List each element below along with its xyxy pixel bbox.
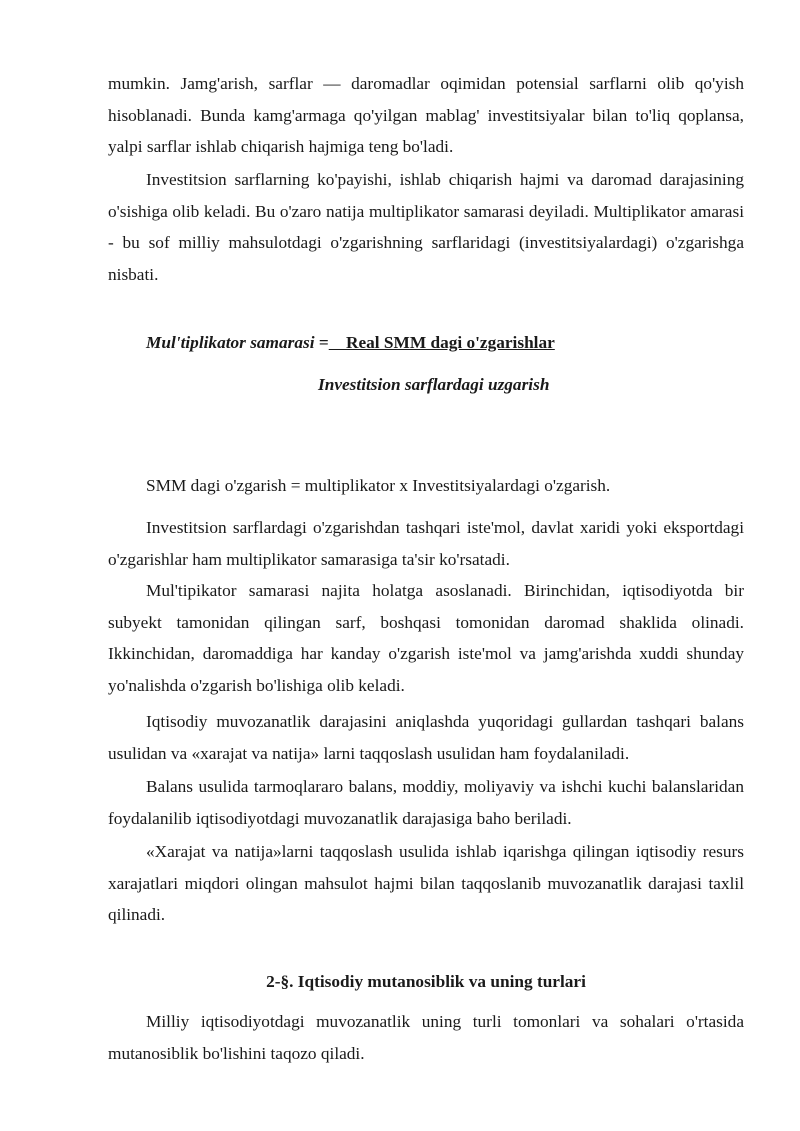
- formula-equals: =: [314, 333, 329, 352]
- paragraph-9: Milliy iqtisodiyotdagi muvozanatlik uning turli tomonlari va sohalari o'rtasida mutanosiblik bo'lishini taqozo qiladi.: [108, 1012, 744, 1063]
- paragraph-2: Investitsion sarflarning ko'payishi, ishlab chiqarish hajmi va daromad darajasining o'sishiga olib keladi. Bu o'zaro natija multiplikator samarasi deyiladi. Multiplikator amarasi - bu sof milliy mahsulotdagi o'zgarishning sarflaridagi (investitsiyalardagi) o'zgarishga nisbati.: [108, 170, 744, 284]
- paragraph-6: Iqtisodiy muvozanatlik darajasini aniqlashda yuqoridagi gullardan tashqari balans usulidan va «xarajat va natija» larni taqqoslash usulidan ham foydalaniladi.: [108, 712, 744, 763]
- formula-label: Mul'tiplikator samarasi: [146, 333, 315, 352]
- paragraph-4: Investitsion sarflardagi o'zgarishdan tashqari iste'mol, davlat xaridi yoki eksportdagi o'zgarishlar ham multiplikator samarasiga ta'sir ko'rsatadi.: [108, 518, 744, 569]
- formula-numerator: Real SMM dagi o'zgarishlar: [328, 333, 555, 352]
- paragraph-3: SMM dagi o'zgarish = multiplikator x Investitsiyalardagi o'zgarish.: [146, 476, 611, 495]
- formula-denominator: Investitsion sarflardagi uzgarish: [318, 375, 550, 394]
- section-heading: 2-§. Iqtisodiy mutanosiblik va uning turlari: [266, 972, 586, 991]
- paragraph-8: «Xarajat va natija»larni taqqoslash usulida ishlab iqarishga qilingan iqtisodiy resurs xarajatlari miqdori olingan mahsulot hajmi bilan taqqoslanib muvozanatlik darajasi taxlil qilinadi.: [108, 842, 744, 924]
- paragraph-7: Balans usulida tarmoqlararo balans, moddiy, moliyaviy va ishchi kuchi balanslaridan foydalanilib iqtisodiyotdagi muvozanatlik darajasiga baho beriladi.: [108, 777, 744, 828]
- paragraph-1: mumkin. Jamg'arish, sarflar — daromadlar oqimidan potensial sarflarni olib qo'yish hisoblanadi. Bunda kamg'armaga qo'yilgan mablag' investitsiyalar bilan to'liq qoplansa, yalpi sarflar ishlab chiqarish hajmiga teng bo'ladi.: [108, 74, 744, 156]
- formula-numerator-line: [146, 331, 555, 355]
- paragraph-5: Mul'tipikator samarasi najita holatga asoslanadi. Birinchidan, iqtisodiyotda bir subyekt tamonidan qilingan sarf, boshqasi tomonidan daromad shaklida olinadi. Ikkinchidan, daromaddiga har kanday o'zgarish iste'mol va jamg'arishda xuddi shunday yo'nalishda o'zgarish bo'lishiga olib keladi.: [108, 581, 744, 695]
